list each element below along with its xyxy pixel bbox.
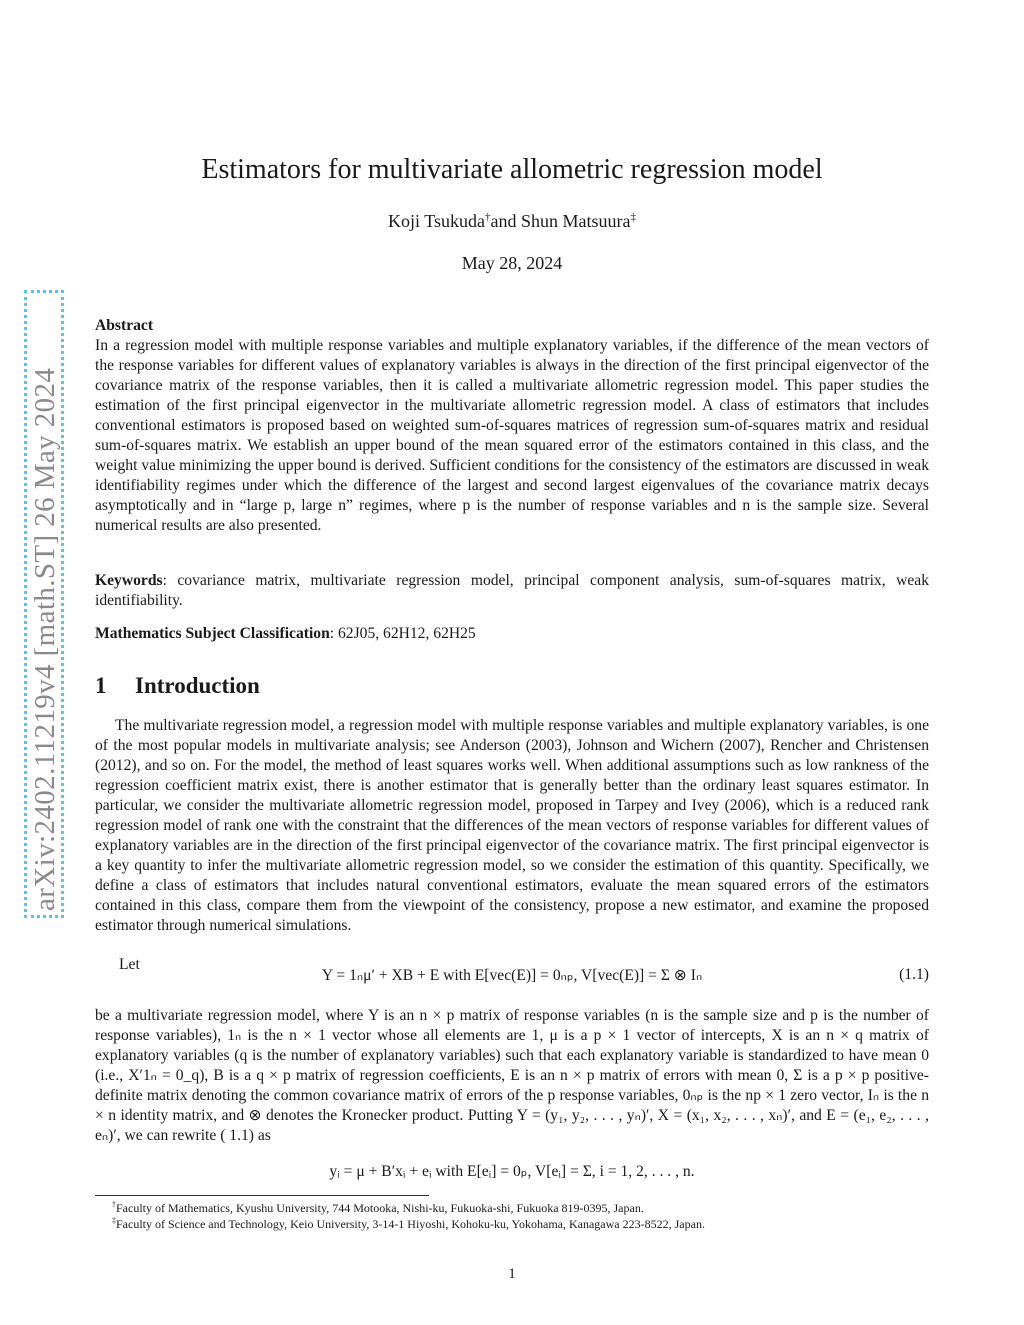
- author-2-mark: ‡: [630, 211, 636, 223]
- msc-label: Mathematics Subject Classification: [95, 625, 330, 642]
- section-title: Introduction: [135, 673, 260, 698]
- footnote-2-mark: ‡: [112, 1216, 116, 1225]
- page-number: 1: [508, 1266, 516, 1282]
- authors-line: [0, 211, 1024, 232]
- author-1: Koji Tsukuda: [388, 211, 485, 231]
- let-text: Let: [119, 956, 140, 973]
- section-number: 1: [95, 673, 107, 698]
- intro-para-1-text: The multivariate regression model, a regression model with multiple response variables and multiple explanatory variables, is one of the most popular models in multivariate analysis; see Anderson (2003), Johnson and Wichern (2007), Rencher and Christensen (2012), and so on. For the model, the method of least squares works well. When additional assumptions such as low rankness of the regression coefficient matrix exist, there is another estimator that is generally better than the ordinary least squares estimator. In particular, we consider the multivariate allometric regression model, proposed in Tarpey and Ivey (2006), which is a reduced rank regression model of rank one with the constraint that the differences of the mean vectors of response variables for different values of explanatory variables are in the direction of the first principal eigenvector of the covariance matrix. The first principal eigenvector is a key quantity to infer the multivariate allometric regression model, so we consider the estimation of this quantity. Specifically, we define a class of estimators that includes natural conventional estimators, evaluate the mean squared errors of the estimators contained in this class, compare them from the viewpoint of the consistency, propose a new estimator, and examine the proposed estimator through numerical simulations.: [95, 717, 929, 934]
- paper-title: Estimators for multivariate allometric regression model: [201, 154, 823, 185]
- keywords-text: : covariance matrix, multivariate regression model, principal component analysis, sum-of-squares matrix, weak identifiability.: [95, 572, 929, 609]
- footnote-1-mark: †: [112, 1200, 116, 1209]
- author-join: and Shun Matsuura: [490, 211, 631, 231]
- footnote-2: [112, 1216, 932, 1232]
- equation-1-1-number: (1.1): [899, 966, 929, 983]
- abstract-text: In a regression model with multiple response variables and multiple explanatory variables, if the difference of the mean vectors of the response variables for different values of explanatory variables is always in the direction of the first principal eigenvector of the covariance matrix of the response variables, then it is called a multivariate allometric regression model. This paper studies the estimation of the first principal eigenvector in the multivariate allometric regression model. A class of estimators that includes conventional estimators is proposed based on weighted sum-of-squares matrices of regression sum-of-squares matrix and residual sum-of-squares matrix. We establish an upper bound of the mean squared error of the estimators contained in this class, and the weight value minimizing the upper bound is derived. Sufficient conditions for the consistency of the estimators are discussed in weak identifiability regimes under which the difference of the largest and second largest eigenvalues of the covariance matrix decays asymptotically and in “large p, large n” regimes, where p is the number of response variables and n is the sample size. Several numerical results are also presented.: [95, 337, 929, 534]
- keywords-label: Keywords: [95, 572, 163, 589]
- author-1-mark: †: [484, 211, 491, 223]
- msc-text: : 62J05, 62H12, 62H25: [329, 625, 476, 642]
- equation-1-1-formula: Y = 1ₙμ′ + XB + E with E[vec(E)] = 0ₙₚ, V[vec(E)] = Σ ⊗ Iₙ: [321, 967, 703, 984]
- footnote-1-text: Faculty of Mathematics, Kyushu University, 744 Motooka, Nishi-ku, Fukuoka-shi, Fukuoka 819-0395, Japan.: [116, 1201, 644, 1215]
- keywords-block: [95, 571, 929, 611]
- arxiv-stamp-text: arXiv:2402.11219v4 [math.ST] 26 May 2024: [29, 367, 61, 911]
- arxiv-stamp-box: [24, 290, 64, 918]
- footnote-rule: [95, 1195, 429, 1196]
- intro-para-2-text: be a multivariate regression model, where Y is an n × p matrix of response variables (n is the sample size and p is the number of response variables), 1ₙ is the n × 1 vector whose all elements are 1, μ is a p × 1 vector of intercepts, X is an n × q matrix of explanatory variables (q is the number of explanatory variables) such that each explanatory variable is standardized to have mean 0 (i.e., X′1ₙ = 0_q), B is a q × p matrix of regression coefficients, E is an n × p matrix of errors with mean 0, Σ is a p × p positive-definite matrix denoting the common covariance matrix of errors of the p response variables, 0ₙₚ is the np × 1 zero vector, Iₙ is the n × n identity matrix, and ⊗ denotes the Kronecker product. Putting Y = (y₁, y₂, . . . , yₙ)′, X = (x₁, x₂, . . . , xₙ)′, and E = (e₁, e₂, . . . , eₙ)′, we can rewrite ( 1.1) as: [95, 1007, 929, 1144]
- footnote-1: [112, 1200, 932, 1216]
- msc-block: [95, 624, 929, 644]
- equation-1-1: [95, 956, 929, 984]
- intro-paragraph-2: [95, 1006, 929, 1146]
- abstract-block: [95, 316, 929, 536]
- equation-2: [95, 1156, 929, 1178]
- intro-paragraph-1: [95, 716, 929, 936]
- abstract-heading: Abstract: [95, 317, 154, 334]
- equation-2-formula: yᵢ = μ + B′xᵢ + eᵢ with E[eᵢ] = 0ₚ, V[eᵢ] = Σ, i = 1, 2, . . . , n.: [329, 1163, 695, 1180]
- section-heading: [95, 673, 260, 699]
- footnote-2-text: Faculty of Science and Technology, Keio University, 3-14-1 Hiyoshi, Kohoku-ku, Yokohama, Kanagawa 223-8522, Japan.: [116, 1217, 705, 1231]
- paper-date: May 28, 2024: [461, 253, 563, 273]
